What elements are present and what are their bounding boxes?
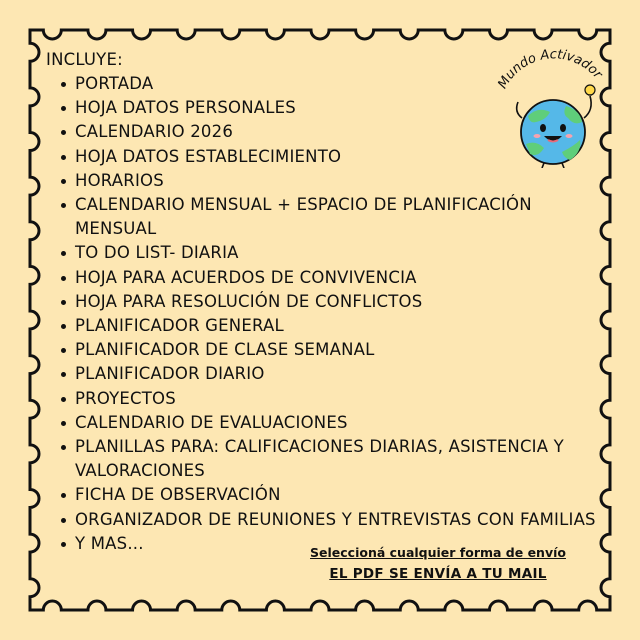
list-item: PROYECTOS xyxy=(46,387,606,411)
list-item: PLANIFICADOR DE CLASE SEMANAL xyxy=(46,338,606,362)
list-item: ORGANIZADOR DE REUNIONES Y ENTREVISTAS CON FAMILIAS xyxy=(46,508,606,532)
list-item: HORARIOS xyxy=(46,169,606,193)
list-item: HOJA PARA ACUERDOS DE CONVIVENCIA xyxy=(46,266,606,290)
list-item: HOJA DATOS PERSONALES xyxy=(46,96,606,120)
shipping-note xyxy=(282,544,594,586)
list-item: Y MAS... xyxy=(46,532,606,556)
list-item: CALENDARIO DE EVALUACIONES xyxy=(46,411,606,435)
globe-mascot-icon xyxy=(517,85,595,168)
shipping-line-2: EL PDF SE ENVÍA A TU MAIL xyxy=(329,566,547,582)
list-item: FICHA DE OBSERVACIÓN xyxy=(46,483,606,507)
list-item: PORTADA xyxy=(46,72,606,96)
list-item: HOJA PARA RESOLUCIÓN DE CONFLICTOS xyxy=(46,290,606,314)
includes-heading: INCLUYE: xyxy=(46,50,123,69)
list-item: TO DO LIST- DIARIA xyxy=(46,241,606,265)
brand-logo-text: Mundo Activador xyxy=(495,48,605,92)
list-item: CALENDARIO 2026 xyxy=(46,120,606,144)
list-item: CALENDARIO MENSUAL + ESPACIO DE PLANIFICACIÓN MENSUAL xyxy=(46,193,606,241)
list-item: HOJA DATOS ESTABLECIMIENTO xyxy=(46,145,606,169)
brand-logo xyxy=(488,48,618,168)
list-item: PLANIFICADOR GENERAL xyxy=(46,314,606,338)
list-item: PLANILLAS PARA: CALIFICACIONES DIARIAS, ASISTENCIA Y VALORACIONES xyxy=(46,435,606,483)
list-item: PLANIFICADOR DIARIO xyxy=(46,362,606,386)
shipping-line-1: Seleccioná cualquier forma de envío xyxy=(310,545,566,560)
